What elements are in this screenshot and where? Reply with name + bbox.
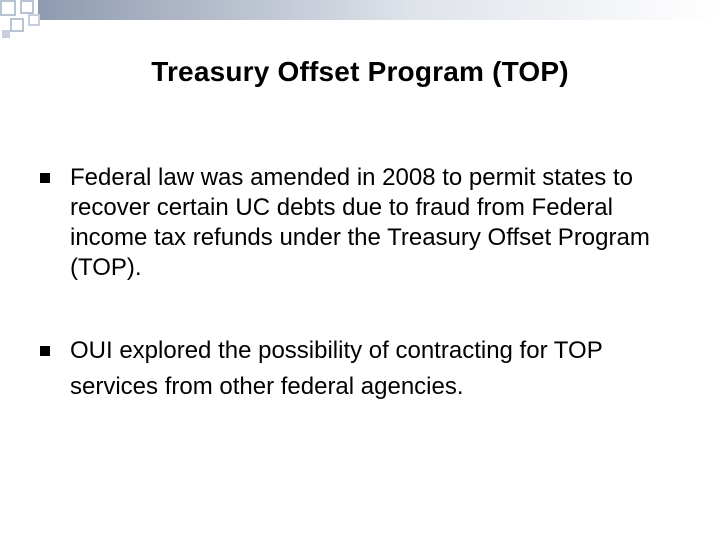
- bullet-list: [40, 163, 680, 405]
- bullet-text: OUI explored the possibility of contracting for TOP services from other federal agencies.: [70, 337, 603, 400]
- square-bullet-icon: [40, 173, 50, 183]
- deco-square: [12, 20, 22, 30]
- top-gradient-bar: [38, 0, 720, 20]
- deco-square: [2, 2, 14, 14]
- deco-square: [2, 30, 10, 38]
- deco-square: [30, 16, 38, 24]
- bullet-text: Federal law was amended in 2008 to permit states to recover certain UC debts due to fraud from Federal income tax refunds under the Treasury Offset Program (TOP).: [70, 164, 650, 281]
- bullet-item: [40, 163, 680, 283]
- corner-decoration: [0, 0, 720, 40]
- bullet-item: [40, 333, 680, 405]
- slide-title: Treasury Offset Program (TOP): [151, 56, 569, 87]
- square-bullet-icon: [40, 346, 50, 356]
- deco-square: [22, 2, 32, 12]
